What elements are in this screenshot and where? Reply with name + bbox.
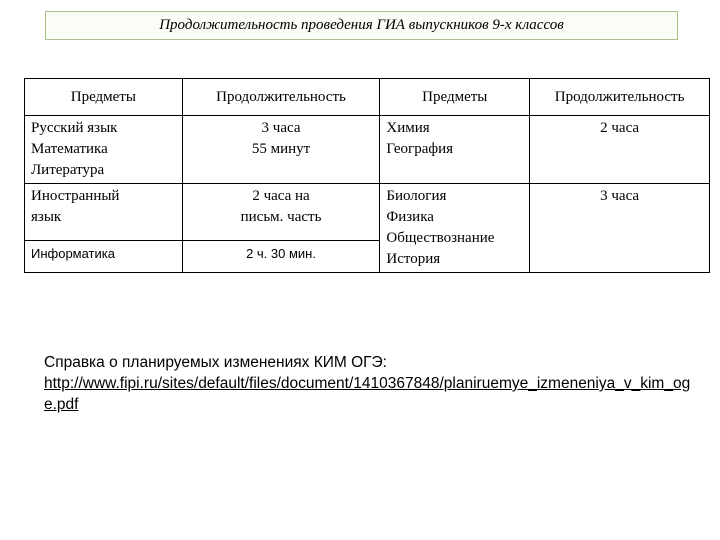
subject: Биология bbox=[386, 188, 447, 204]
fipi-link[interactable]: http://www.fipi.ru/sites/default/files/document/1410367848/planiruemye_izmeneniya_v_kim_oge.pdf bbox=[44, 375, 691, 413]
subject: География bbox=[386, 141, 454, 157]
subjects-cell bbox=[25, 184, 183, 241]
subject: Иностранный bbox=[31, 188, 120, 204]
header-duration-left: Продолжительность bbox=[182, 79, 380, 116]
subject: Математика bbox=[31, 141, 108, 157]
duration-text: 2 часа на bbox=[252, 188, 310, 204]
duration-cell bbox=[182, 184, 380, 241]
subject: Литература bbox=[31, 162, 105, 178]
table-row bbox=[25, 184, 710, 241]
subjects-cell bbox=[380, 184, 530, 273]
duration-cell: 2 часа bbox=[530, 116, 710, 184]
subject: язык bbox=[31, 209, 62, 225]
subject: Физика bbox=[386, 209, 434, 225]
duration-text: письм. часть bbox=[240, 209, 322, 225]
duration-text: 55 минут bbox=[251, 141, 311, 157]
subject: История bbox=[386, 251, 441, 267]
table-header-row bbox=[25, 79, 710, 116]
page-title: Продолжительность проведения ГИА выпускников 9-х классов bbox=[45, 11, 678, 40]
subjects-cell bbox=[25, 116, 183, 184]
duration-text: 2 ч. 30 мин. bbox=[246, 246, 316, 262]
duration-cell bbox=[182, 116, 380, 184]
duration-table bbox=[24, 78, 710, 273]
subjects-cell bbox=[380, 116, 530, 184]
subject: Русский язык bbox=[31, 120, 118, 136]
note-text: Справка о планируемых изменениях КИМ ОГЭ: bbox=[44, 354, 387, 371]
header-subjects-right: Предметы bbox=[380, 79, 530, 116]
subject: Химия bbox=[386, 120, 430, 136]
duration-cell: 3 часа bbox=[530, 184, 710, 273]
header-duration-right: Продолжительность bbox=[530, 79, 710, 116]
duration-cell bbox=[182, 241, 380, 273]
subject: Информатика bbox=[31, 246, 115, 262]
reference-note bbox=[44, 352, 694, 415]
subject: Обществознание bbox=[386, 230, 495, 246]
subjects-cell bbox=[25, 241, 183, 273]
table-row bbox=[25, 116, 710, 184]
duration-text: 3 часа bbox=[261, 120, 301, 136]
header-subjects-left: Предметы bbox=[25, 79, 183, 116]
